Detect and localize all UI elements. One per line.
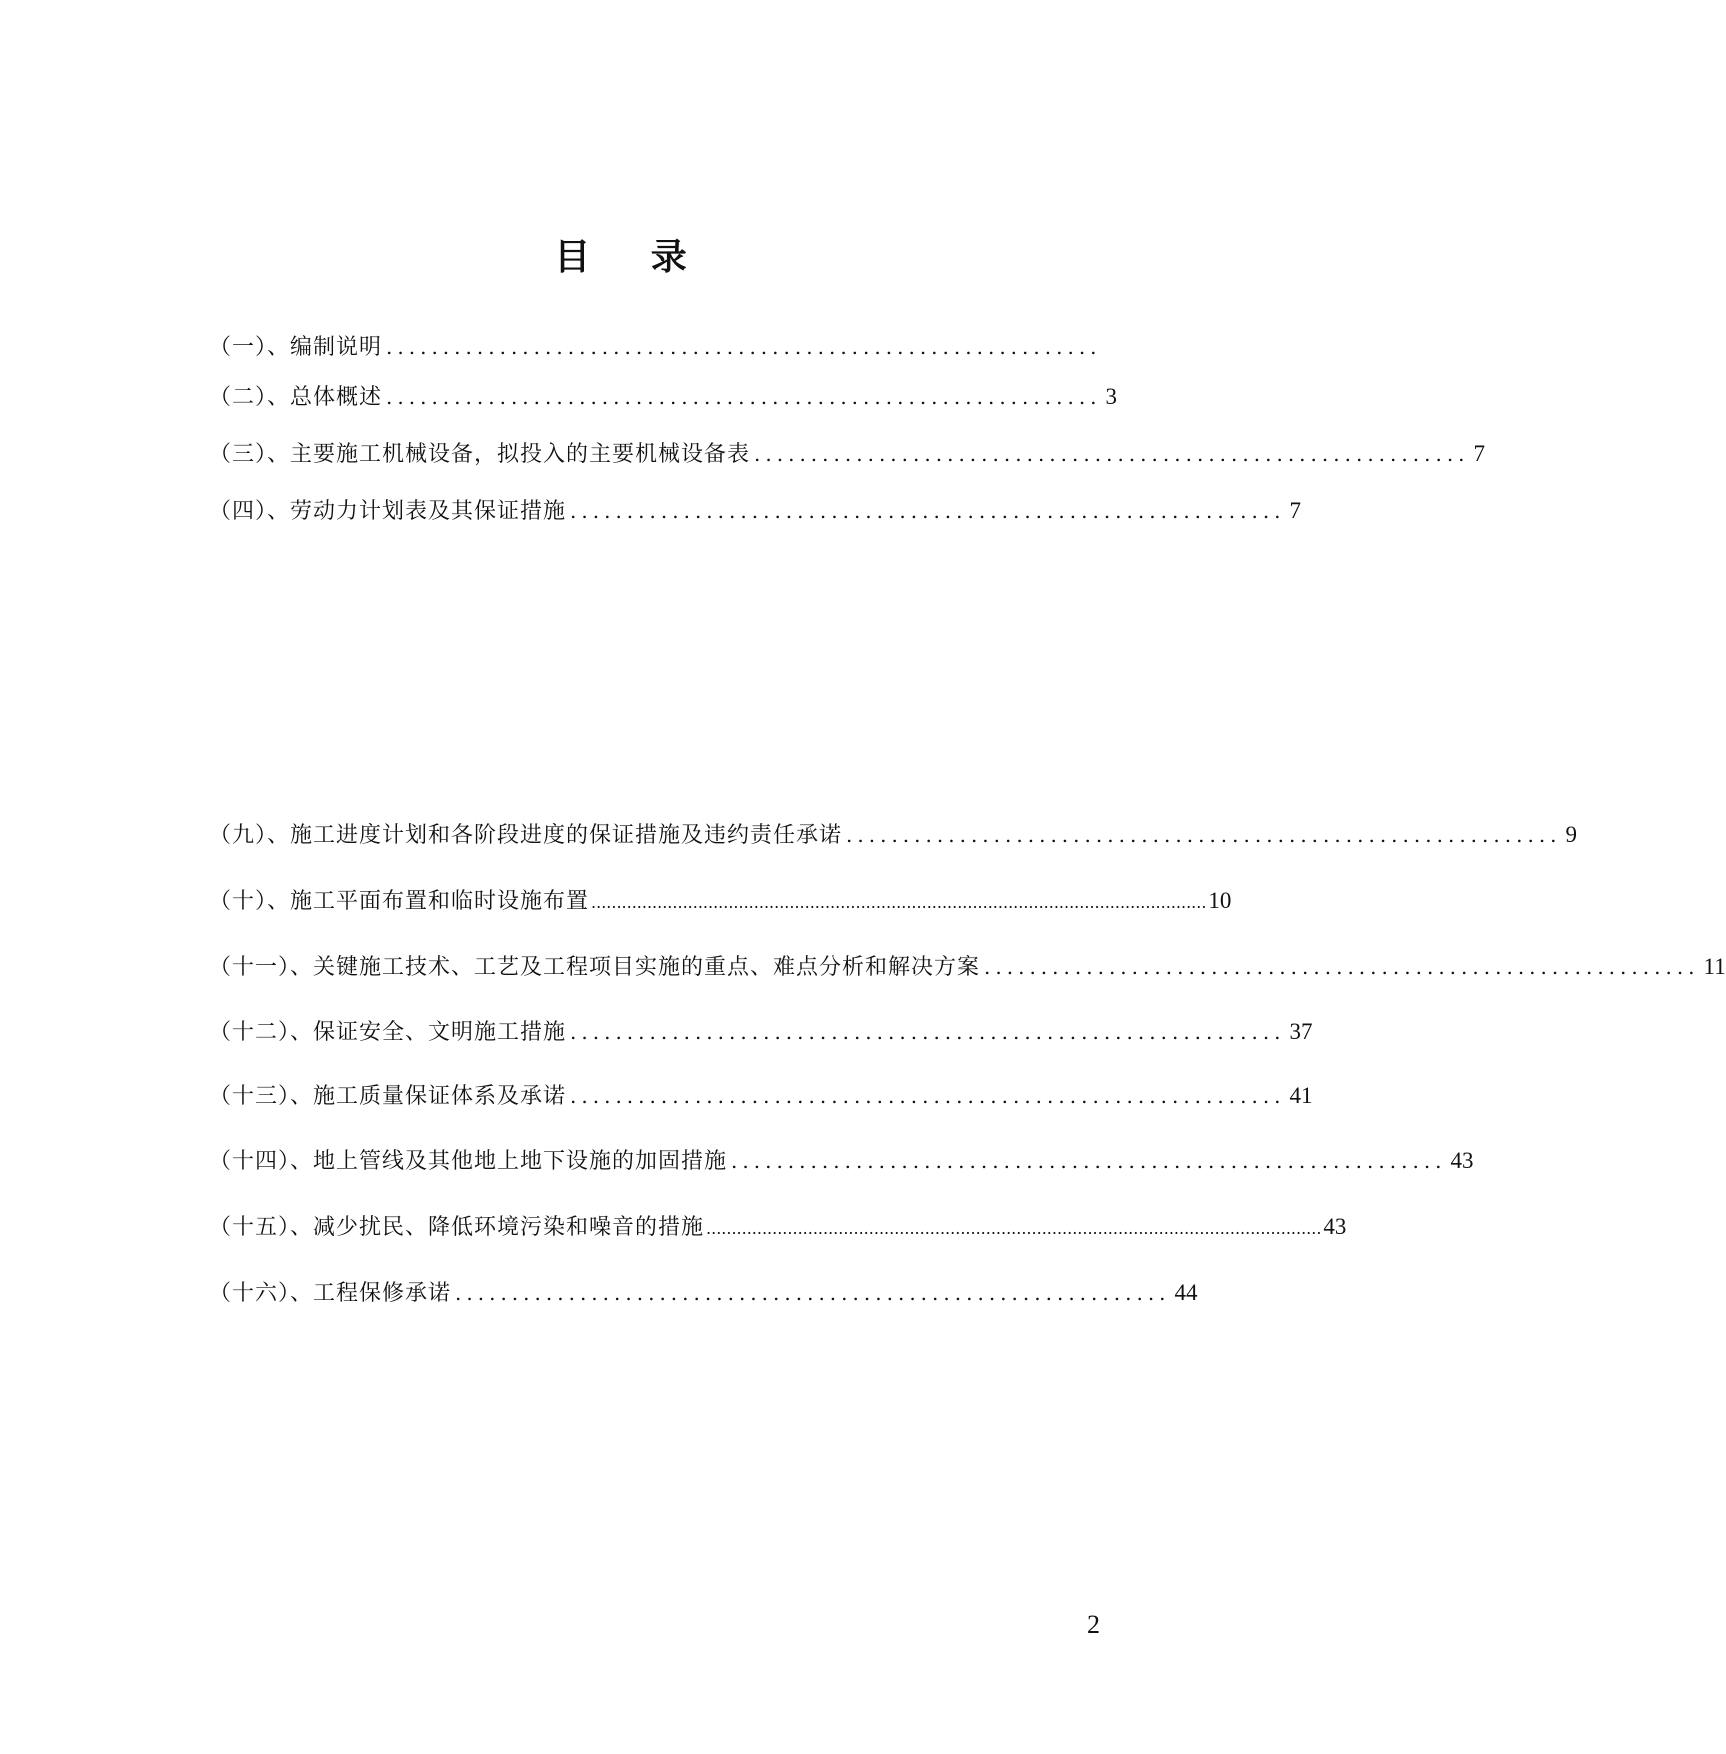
toc-entry-label: （十三）、施工质量保证体系及承诺 xyxy=(209,1084,567,1109)
page-number: 2 xyxy=(1087,1610,1100,1639)
toc-entry-label: （三）、主要施工机械设备，拟投入的主要机械设备表 xyxy=(209,442,751,467)
toc-entry-label: （十一）、关键施工技术、工艺及工程项目实施的重点、难点分析和解决方案 xyxy=(209,955,981,980)
toc-entry-10[interactable] xyxy=(209,1146,1474,1176)
toc-leader-dots: ......................................................................................................................... xyxy=(591,893,1207,912)
toc-leader-dots: ............................................................... xyxy=(570,1084,1286,1108)
toc-leader-dots: ............................................................... xyxy=(455,1281,1171,1305)
toc-leader-dots: ............................................................... xyxy=(386,385,1102,409)
toc-leader-dots: ............................................................... xyxy=(570,499,1286,523)
toc-entry-9[interactable] xyxy=(209,1081,1313,1111)
toc-entry-page: 11 xyxy=(1703,954,1726,979)
page-title: 目 录 xyxy=(554,237,711,279)
toc-entry-1[interactable] xyxy=(209,332,1102,362)
toc-entry-11[interactable] xyxy=(209,1212,1347,1242)
toc-entry-label: （九）、施工进度计划和各阶段进度的保证措施及违约责任承诺 xyxy=(209,823,843,848)
toc-leader-dots: ............................................................... xyxy=(731,1149,1447,1173)
toc-entry-page: 41 xyxy=(1289,1083,1313,1108)
toc-entry-label: （十六）、工程保修承诺 xyxy=(209,1281,452,1306)
toc-entry-page: 43 xyxy=(1450,1148,1474,1173)
toc-leader-dots: ............................................................... xyxy=(386,335,1102,359)
toc-entry-12[interactable] xyxy=(209,1278,1198,1308)
toc-entry-label: （十二）、保证安全、文明施工措施 xyxy=(209,1020,567,1045)
toc-entry-page: 37 xyxy=(1289,1019,1313,1044)
toc-entry-page: 10 xyxy=(1208,888,1232,913)
toc-entry-2[interactable] xyxy=(209,382,1118,412)
toc-entry-page: 3 xyxy=(1105,384,1118,409)
toc-entry-label: （十）、施工平面布置和临时设施布置 xyxy=(209,889,590,914)
toc-entry-label: （二）、总体概述 xyxy=(209,385,383,410)
toc-entry-page: 7 xyxy=(1473,441,1486,466)
toc-entry-7[interactable] xyxy=(209,952,1726,982)
toc-leader-dots: ............................................................... xyxy=(754,442,1470,466)
toc-entry-4[interactable] xyxy=(209,496,1302,526)
toc-entry-page: 43 xyxy=(1323,1214,1347,1239)
toc-entry-label: （十五）、减少扰民、降低环境污染和噪音的措施 xyxy=(209,1215,705,1240)
toc-entry-8[interactable] xyxy=(209,1017,1313,1047)
toc-entry-5[interactable] xyxy=(209,820,1578,850)
toc-entry-label: （一）、编制说明 xyxy=(209,335,383,360)
toc-leader-dots: ............................................................... xyxy=(846,823,1562,847)
toc-leader-dots: ......................................................................................................................... xyxy=(706,1219,1322,1238)
toc-entry-page: 9 xyxy=(1565,822,1578,847)
toc-entry-label: （十四）、地上管线及其他地上地下设施的加固措施 xyxy=(209,1149,728,1174)
toc-entry-3[interactable] xyxy=(209,439,1486,469)
toc-leader-dots: ............................................................... xyxy=(984,955,1700,979)
toc-entry-6[interactable] xyxy=(209,886,1232,916)
toc-entry-label: （四）、劳动力计划表及其保证措施 xyxy=(209,499,567,524)
toc-entry-page: 44 xyxy=(1174,1280,1198,1305)
toc-leader-dots: ............................................................... xyxy=(570,1020,1286,1044)
toc-entry-page: 7 xyxy=(1289,498,1302,523)
